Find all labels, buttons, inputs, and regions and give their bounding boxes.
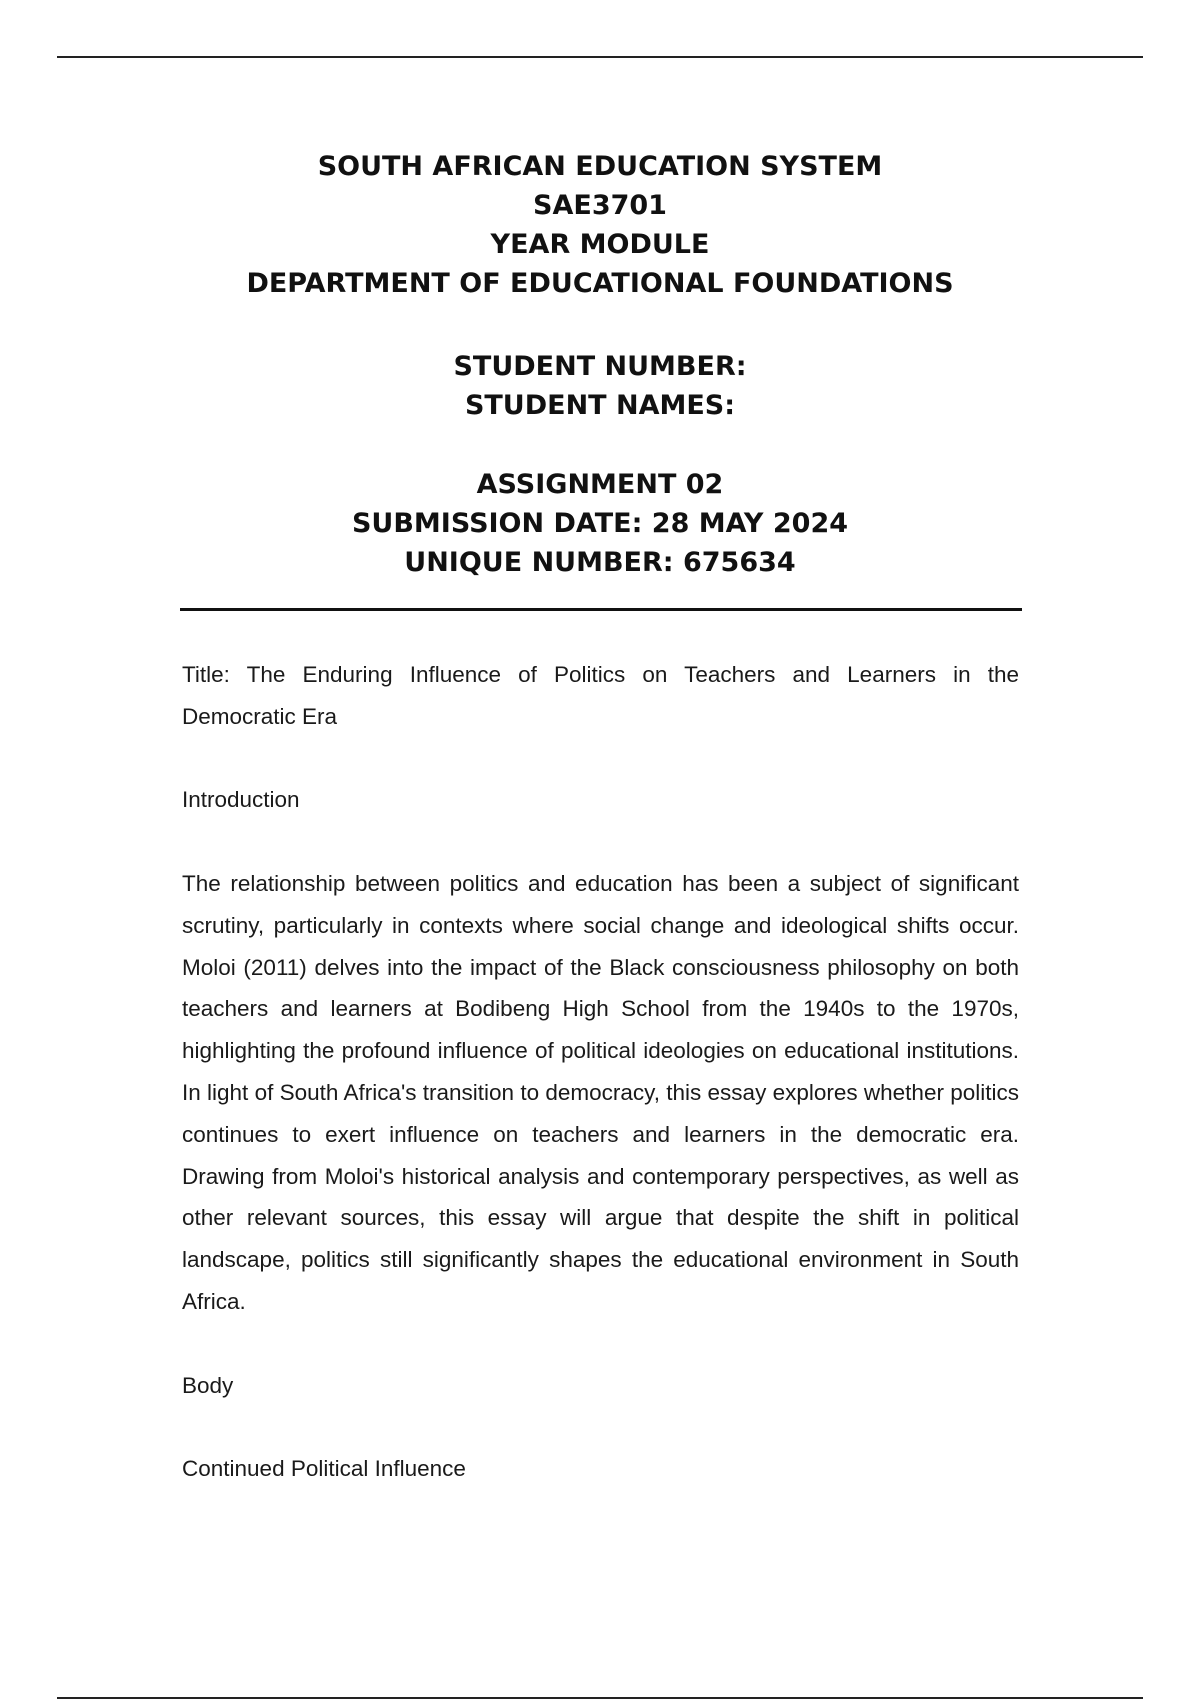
intro-paragraph: The relationship between politics and education has been a subject of significant scrutiny, particularly in contexts where social change and ideological shifts occur. Moloi (2011) delves into the impact of the Black consciousness philosophy on both teachers and learners at Bodibeng High School from the 1940s to the 1970s, highlighting the profound influence of political ideologies on educational institutions. In light of South Africa's transition to democracy, this essay explores whether politics continues to exert influence on teachers and learners in the democratic era. Drawing from Moloi's historical analysis and contemporary perspectives, as well as other relevant sources, this essay will argue that despite the shift in political landscape, politics still significantly shapes the educational environment in South Africa.	[182, 870, 1019, 1314]
cover-header	[100, 147, 1100, 303]
intro-heading: Introduction	[182, 787, 300, 813]
unique-number: UNIQUE NUMBER: 675634	[404, 547, 796, 578]
student-number-label: STUDENT NUMBER:	[453, 351, 747, 382]
essay-title: Title: The Enduring Influence of Politics on Teachers and Learners in the Democratic Era	[182, 662, 1019, 729]
section-subheading: Continued Political Influence	[182, 1456, 466, 1482]
department-name: DEPARTMENT OF EDUCATIONAL FOUNDATIONS	[246, 268, 954, 299]
course-title: SOUTH AFRICAN EDUCATION SYSTEM	[317, 151, 883, 182]
module-type: YEAR MODULE	[490, 229, 710, 260]
essay-body	[182, 654, 1019, 1490]
body-heading: Body	[182, 1372, 234, 1398]
course-code: SAE3701	[533, 190, 667, 221]
page-top-rule	[57, 56, 1143, 58]
assignment-details	[100, 465, 1100, 582]
submission-date: SUBMISSION DATE: 28 MAY 2024	[351, 508, 849, 539]
student-names-label: STUDENT NAMES:	[464, 390, 736, 421]
assignment-number: ASSIGNMENT 02	[476, 469, 724, 500]
cover-divider	[180, 608, 1022, 611]
page-bottom-rule	[57, 1697, 1143, 1699]
student-details	[100, 347, 1100, 425]
